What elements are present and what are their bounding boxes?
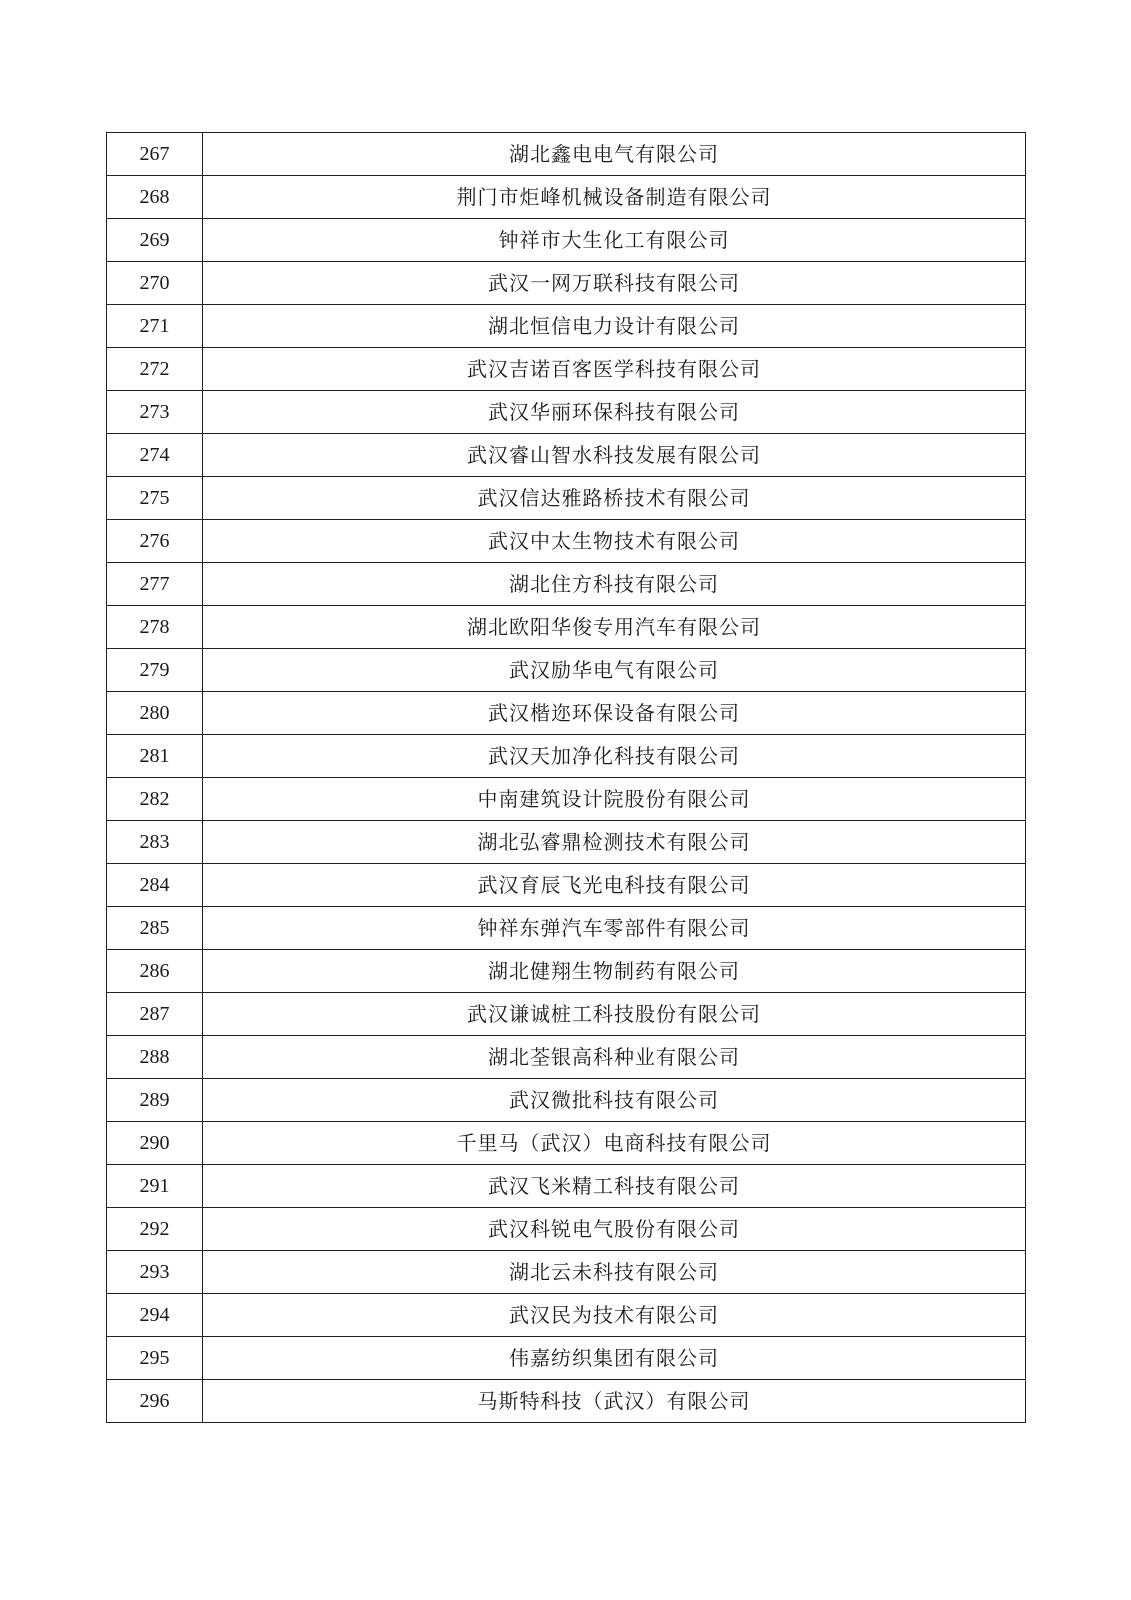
table-row [107, 1208, 1026, 1251]
row-number: 275 [107, 477, 203, 520]
table-row [107, 1122, 1026, 1165]
row-number: 277 [107, 563, 203, 606]
company-name: 湖北健翔生物制药有限公司 [203, 950, 1026, 993]
row-number: 283 [107, 821, 203, 864]
row-number: 295 [107, 1337, 203, 1380]
row-number: 285 [107, 907, 203, 950]
table-row [107, 1337, 1026, 1380]
company-name: 武汉华丽环保科技有限公司 [203, 391, 1026, 434]
table-row [107, 1251, 1026, 1294]
table-row [107, 563, 1026, 606]
company-name: 湖北弘睿鼎检测技术有限公司 [203, 821, 1026, 864]
company-name: 湖北云未科技有限公司 [203, 1251, 1026, 1294]
row-number: 289 [107, 1079, 203, 1122]
company-name: 武汉励华电气有限公司 [203, 649, 1026, 692]
company-name: 千里马（武汉）电商科技有限公司 [203, 1122, 1026, 1165]
row-number: 273 [107, 391, 203, 434]
company-name: 湖北荃银高科种业有限公司 [203, 1036, 1026, 1079]
table-row [107, 133, 1026, 176]
company-name: 湖北恒信电力设计有限公司 [203, 305, 1026, 348]
table-row [107, 434, 1026, 477]
company-name: 湖北鑫电电气有限公司 [203, 133, 1026, 176]
company-name: 钟祥市大生化工有限公司 [203, 219, 1026, 262]
row-number: 281 [107, 735, 203, 778]
row-number: 294 [107, 1294, 203, 1337]
table-row [107, 864, 1026, 907]
table-row [107, 391, 1026, 434]
company-name: 武汉睿山智水科技发展有限公司 [203, 434, 1026, 477]
company-name: 伟嘉纺织集团有限公司 [203, 1337, 1026, 1380]
company-name: 武汉飞米精工科技有限公司 [203, 1165, 1026, 1208]
row-number: 284 [107, 864, 203, 907]
company-name: 武汉信达雅路桥技术有限公司 [203, 477, 1026, 520]
company-name: 武汉微批科技有限公司 [203, 1079, 1026, 1122]
table-row [107, 950, 1026, 993]
row-number: 293 [107, 1251, 203, 1294]
table-row [107, 219, 1026, 262]
row-number: 270 [107, 262, 203, 305]
table-row [107, 477, 1026, 520]
table-row [107, 692, 1026, 735]
company-name: 荆门市炬峰机械设备制造有限公司 [203, 176, 1026, 219]
row-number: 272 [107, 348, 203, 391]
company-name: 武汉中太生物技术有限公司 [203, 520, 1026, 563]
company-list-table [106, 132, 1026, 1423]
company-name: 马斯特科技（武汉）有限公司 [203, 1380, 1026, 1423]
row-number: 280 [107, 692, 203, 735]
table-row [107, 305, 1026, 348]
table-row [107, 778, 1026, 821]
table-body [107, 133, 1026, 1423]
row-number: 279 [107, 649, 203, 692]
company-name: 中南建筑设计院股份有限公司 [203, 778, 1026, 821]
row-number: 288 [107, 1036, 203, 1079]
row-number: 274 [107, 434, 203, 477]
company-name: 湖北住方科技有限公司 [203, 563, 1026, 606]
row-number: 286 [107, 950, 203, 993]
row-number: 268 [107, 176, 203, 219]
row-number: 296 [107, 1380, 203, 1423]
company-name: 武汉楷迩环保设备有限公司 [203, 692, 1026, 735]
row-number: 271 [107, 305, 203, 348]
row-number: 290 [107, 1122, 203, 1165]
table-row [107, 1079, 1026, 1122]
row-number: 287 [107, 993, 203, 1036]
company-name: 武汉吉诺百客医学科技有限公司 [203, 348, 1026, 391]
row-number: 269 [107, 219, 203, 262]
table-row [107, 1380, 1026, 1423]
table-row [107, 735, 1026, 778]
company-name: 武汉谦诚桩工科技股份有限公司 [203, 993, 1026, 1036]
company-name: 钟祥东弹汽车零部件有限公司 [203, 907, 1026, 950]
table-row [107, 348, 1026, 391]
table-row [107, 1036, 1026, 1079]
row-number: 267 [107, 133, 203, 176]
table-row [107, 993, 1026, 1036]
company-name: 湖北欧阳华俊专用汽车有限公司 [203, 606, 1026, 649]
company-name: 武汉民为技术有限公司 [203, 1294, 1026, 1337]
company-name: 武汉一网万联科技有限公司 [203, 262, 1026, 305]
table-row [107, 520, 1026, 563]
company-name: 武汉育辰飞光电科技有限公司 [203, 864, 1026, 907]
row-number: 276 [107, 520, 203, 563]
table-row [107, 1165, 1026, 1208]
table-row [107, 649, 1026, 692]
row-number: 282 [107, 778, 203, 821]
company-name: 武汉科锐电气股份有限公司 [203, 1208, 1026, 1251]
row-number: 292 [107, 1208, 203, 1251]
row-number: 278 [107, 606, 203, 649]
table-row [107, 907, 1026, 950]
table-row [107, 1294, 1026, 1337]
row-number: 291 [107, 1165, 203, 1208]
table-row [107, 176, 1026, 219]
table-row [107, 262, 1026, 305]
company-name: 武汉天加净化科技有限公司 [203, 735, 1026, 778]
table-row [107, 821, 1026, 864]
table-row [107, 606, 1026, 649]
